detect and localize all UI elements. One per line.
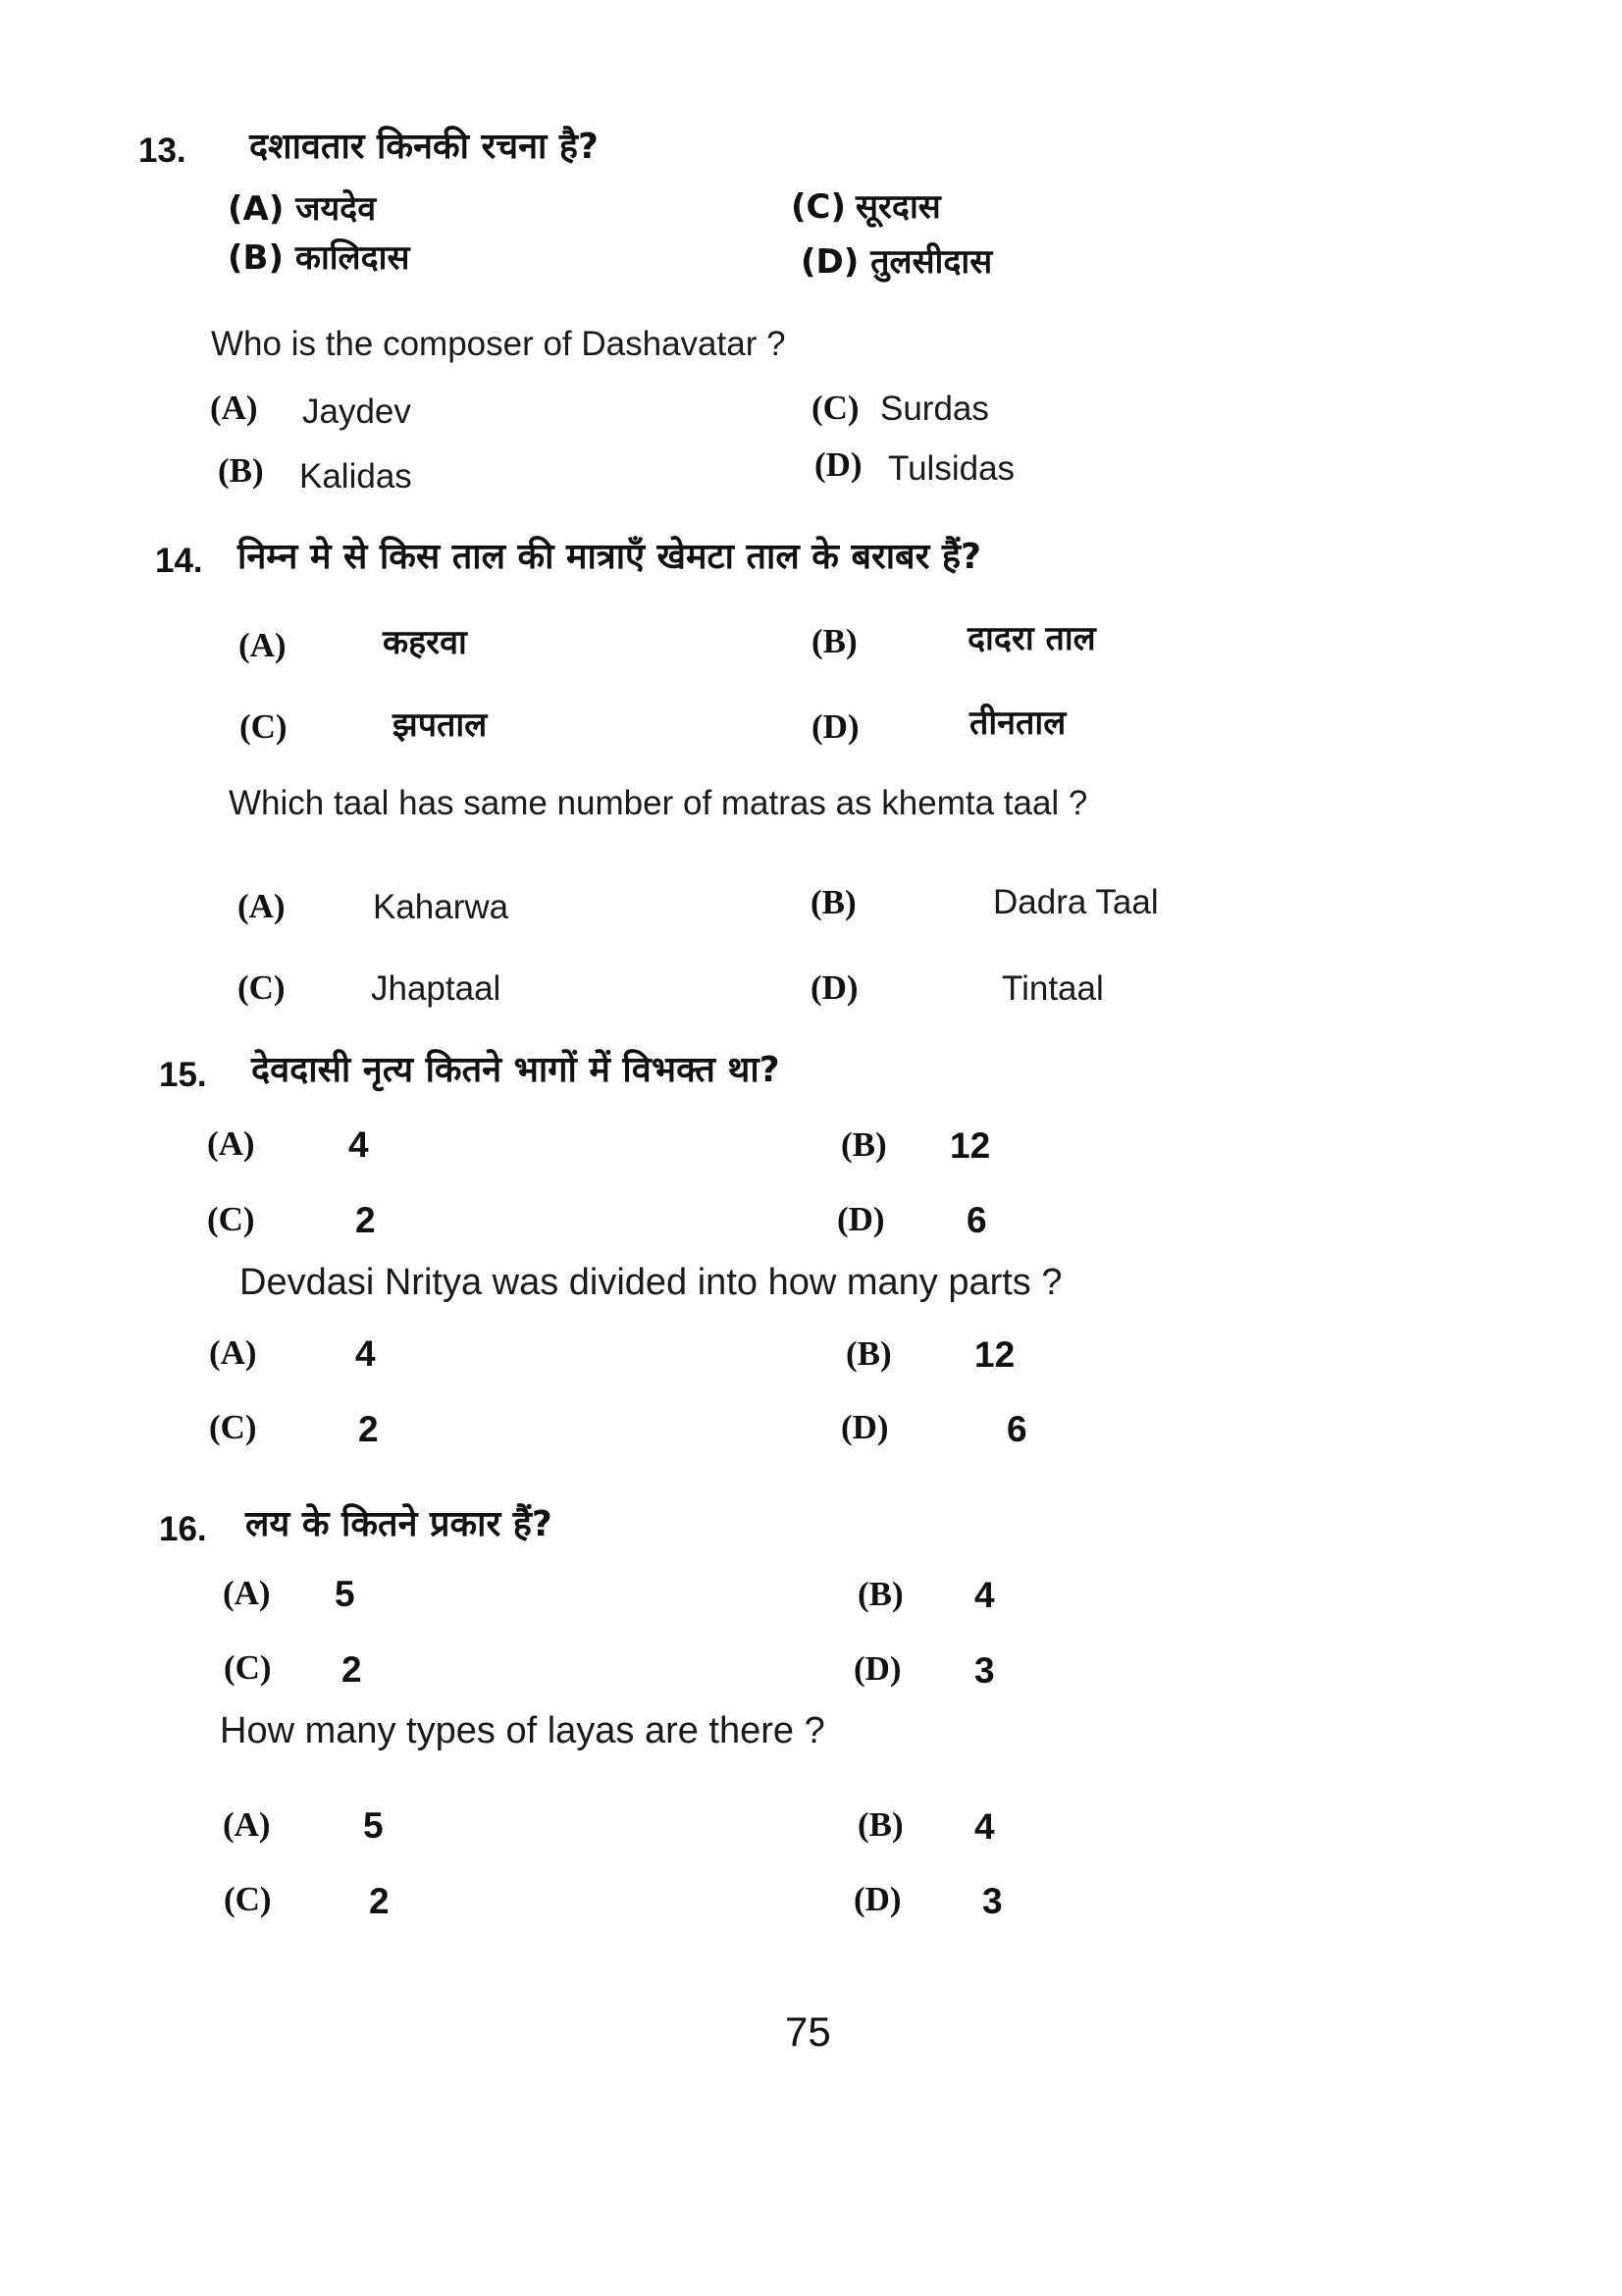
question-16-hindi-option-b-text: 4 [974,1575,995,1615]
question-14-hindi-text: निम्न मे से किस ताल की मात्राएँ खेमटा ताल के बराबर हैं? [237,537,981,577]
question-15-english-option-a-label: (A) [209,1333,257,1372]
question-16-number: 16. [159,1510,207,1548]
question-16-english-option-c-label: (C) [224,1880,272,1918]
question-15-hindi-option-c-text: 2 [355,1200,376,1240]
question-13-hindi-text: दशावतार किनकी रचना है? [249,127,599,167]
question-13-english-option-d-label: (D) [814,445,863,484]
question-14-english-option-c-text: Jhaptaal [371,969,501,1008]
question-16-english-option-b-text: 4 [974,1806,995,1847]
question-15-hindi-option-c-label: (C) [207,1200,255,1238]
question-16-english-text: How many types of layas are there ? [220,1710,825,1751]
question-14-hindi-option-d-text: तीनताल [969,704,1067,743]
question-14-hindi-option-a-text: कहरवा [383,623,467,662]
question-13-english-option-b-label: (B) [218,451,264,490]
question-16-english-option-a-label: (A) [223,1805,271,1844]
question-13-english-text: Who is the composer of Dashavatar ? [211,325,786,363]
question-15-hindi-text: देवदासी नृत्य कितने भागों में विभक्त था? [251,1050,780,1090]
question-15-english-option-d-text: 6 [1007,1409,1027,1449]
question-13-english-option-c-text: Surdas [880,390,989,428]
question-16-english-option-b-label: (B) [858,1805,904,1844]
question-13-english-option-c-label: (C) [811,389,860,427]
question-14-hindi-option-b-label: (B) [811,622,858,660]
question-13-english-option-a-label: (A) [210,389,258,427]
question-16-hindi-option-a-text: 5 [335,1574,355,1614]
question-13-number: 13. [138,131,186,170]
question-13-english-option-b-text: Kalidas [299,457,412,496]
question-13-hindi-option-d: (D) तुलसीदास [801,242,993,282]
question-14-number: 14. [155,542,203,580]
question-16-hindi-option-a-label: (A) [223,1574,271,1612]
question-14-english-option-b-text: Dadra Taal [993,883,1159,921]
question-16-hindi-option-c-label: (C) [224,1648,272,1687]
question-14-hindi-option-c-label: (C) [239,707,288,746]
question-13-english-option-d-text: Tulsidas [888,449,1016,488]
question-16-english-option-c-text: 2 [369,1881,390,1921]
question-14-english-option-d-label: (D) [811,968,859,1007]
question-14-english-option-a-label: (A) [237,887,286,925]
question-13-english-option-a-text: Jaydev [302,392,411,431]
question-13-hindi-option-c-label: (C) [791,187,847,227]
question-16-hindi-option-c-text: 2 [341,1649,362,1690]
question-15-english-option-d-label: (D) [841,1408,889,1446]
question-15-number: 15. [159,1056,207,1094]
question-15-english-option-a-text: 4 [355,1333,376,1374]
question-13-hindi-option-a: (A) जयदेव [228,189,377,229]
question-16-hindi-text: लय के कितने प्रकार हैं? [245,1504,552,1544]
question-16-hindi-option-d-label: (D) [854,1649,902,1688]
question-15-hindi-option-a-text: 4 [348,1124,369,1165]
question-16-english-option-d-label: (D) [854,1880,902,1918]
question-13-hindi-option-b: (B) कालिदास [228,238,410,278]
question-14-hindi-option-c-text: झपताल [392,705,488,745]
question-13-hindi-option-c-text: सूरदास [856,187,941,227]
question-15-english-option-b-text: 12 [974,1334,1016,1375]
question-14-english-option-c-label: (C) [237,968,286,1007]
question-15-hindi-option-d-label: (D) [837,1200,885,1238]
question-16-hindi-option-d-text: 3 [974,1650,995,1691]
question-15-english-text: Devdasi Nritya was divided into how many parts ? [239,1262,1063,1303]
question-14-english-option-a-text: Kaharwa [373,888,509,926]
question-14-english-option-b-label: (B) [811,883,857,921]
question-15-hindi-option-d-text: 6 [967,1200,987,1240]
question-14-hindi-option-d-label: (D) [811,707,860,746]
question-15-english-option-c-label: (C) [209,1408,257,1446]
question-16-english-option-d-text: 3 [982,1881,1003,1921]
page-number: 75 [785,2009,831,2055]
question-14-english-text: Which taal has same number of matras as khemta taal ? [229,784,1088,822]
question-16-hindi-option-b-label: (B) [858,1575,904,1613]
question-14-english-option-d-text: Tintaal [1002,969,1104,1008]
question-14-hindi-option-b-text: दादरा ताल [968,619,1096,658]
question-15-hindi-option-a-label: (A) [207,1124,255,1163]
question-15-hindi-option-b-label: (B) [841,1125,887,1164]
question-16-english-option-a-text: 5 [363,1805,384,1846]
question-15-hindi-option-b-text: 12 [950,1125,991,1166]
question-15-english-option-c-text: 2 [358,1409,379,1449]
question-15-english-option-b-label: (B) [846,1334,892,1373]
question-14-hindi-option-a-label: (A) [238,626,287,664]
